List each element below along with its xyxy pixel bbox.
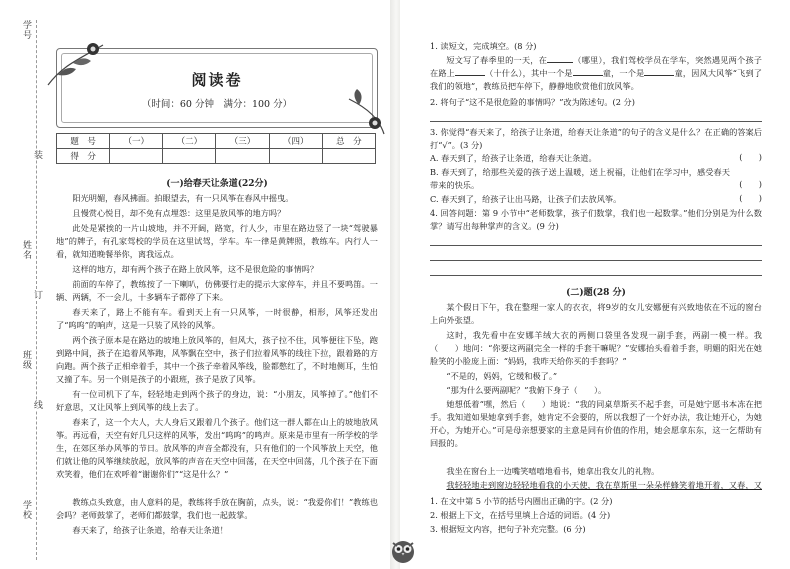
q1-hint: （十什么） [484, 68, 523, 78]
option-c: C. 春天到了，给孩子让出马路，让孩子们去放风筝。 [430, 194, 622, 204]
binding-strip [6, 20, 40, 560]
passage-paragraph: 阳光明媚，春风拂面。拍眼望去，有一只风筝在春风中摇曳。 [72, 193, 294, 203]
answer-line[interactable] [430, 260, 762, 261]
passage-paragraph: 且慢赏心悦目，却不免有点埋怨：这里是放风筝的地方吗？ [72, 208, 286, 218]
question-2: 2. 将句子“这不是很危险的事情吗？”改为陈述句。(2 分) [430, 97, 635, 107]
option-c-checkbox[interactable]: ( ) [739, 193, 762, 203]
passage-paragraph: 有一位司机下了车，轻轻地走到两个孩子的身边，说：“小朋友，风筝掉了。”他们不好意思，又让风筝上到风筝的线上去了。 [56, 389, 378, 412]
passage-paragraph: 教练点头致意，由人意料的是，教练将手放在胸前，点头，说：“我爱你们！”教练也会吗？老师鼓掌了，老师们都鼓掌，我们也一起鼓掌。 [56, 497, 378, 520]
option-a-checkbox[interactable]: ( ) [739, 152, 762, 162]
zhuang-mark: 装 [32, 150, 42, 160]
score-cell: （三） [216, 134, 269, 149]
answer-blank[interactable] [573, 75, 603, 76]
score-cell: 题 号 [57, 134, 110, 149]
owl-mascot-icon [388, 535, 418, 565]
passage-paragraph: 两个孩子原本是在路边的坡地上放风筝的，但风大，孩子拉不住，风筝便往下坠，跑到路中间，孩子在追着风筝跑，风筝飘在空中，孩子们拉着风筝的线往下拉，跟着路的方向跑。两个孩子正相牵着手，其中一个孩子牵着风筝线，脸都憋红了，不时地侧耳，生怕又撞了车。另一个则是孩子的小跟班，孩子是放了风筝。 [56, 335, 378, 384]
section2-question-2: 2. 根据上下文，在括号里填上合适的词语。(4 分) [430, 510, 611, 520]
passage2-paragraph: 某个假日下午，我在整理一家人的衣衣，将9岁的女儿安娜便有兴致地依在不远的窗台上向外张望。 [430, 302, 762, 325]
score-input-cell[interactable] [269, 149, 322, 164]
score-cell: 得 分 [57, 149, 110, 164]
question-1-text [430, 54, 762, 94]
answer-blank[interactable] [547, 62, 573, 63]
page-title: 阅读卷 [191, 71, 243, 89]
student-id-label: 学号 [21, 20, 31, 40]
option-b-checkbox[interactable]: ( ) [739, 179, 762, 189]
question-1: 1. 读短文，完成填空。(8 分) [430, 41, 537, 51]
q1-text-part: ，一个是 [611, 68, 645, 78]
left-page [0, 0, 392, 569]
answer-blank[interactable] [455, 75, 485, 76]
passage2-paragraph: 我轻轻地走到窗边轻轻地看我的小天使，我在草斯里一朵朵样蜂笑着地开着，又春，又 [446, 480, 762, 490]
score-input-cell[interactable] [216, 149, 269, 164]
score-input-cell[interactable] [322, 149, 375, 164]
passage2-paragraph: 这时，我先看中在安娜羊绒大衣的两侧口袋里各发现一副手套，两副一模一样。我（ ）地问：“你要这两副完全一样的手套干嘛呢？”安娜抬头看着手套，明媚的阳光在她脸笑的小脸庞上面：“妈妈，我昨天给你买的手套吗？” [430, 330, 762, 366]
passage2-paragraph: 我坐在窗台上一边嘴笑嘻嘻地看书，她拿出我女儿的礼物。 [446, 466, 660, 476]
name-label: 姓名 [21, 240, 31, 260]
question-3: 3. 你觉得“春天来了，给孩子让条道，给春天让条道”的句子的含义是什么？在正确的答案后打“√”。(3 分) [430, 127, 762, 150]
passage-paragraph: 春天来了，给孩子让条道，给春天让条道！ [72, 525, 228, 535]
section2-title: (二)题(28 分) [566, 288, 626, 298]
score-cell: 总 分 [322, 134, 375, 149]
score-input-cell[interactable] [110, 149, 163, 164]
xian-mark: 线 [32, 400, 42, 410]
school-label: 学校 [21, 500, 31, 520]
passage-paragraph: 这样的地方，却有两个孩子在路上放风筝，这不是很危险的事情吗？ [72, 264, 319, 274]
q1-text-part: ，因风大风筝“飞到了我们的领地”，教练员把车停下，静静地欣赏他们放风筝。 [430, 68, 762, 91]
answer-line[interactable] [430, 245, 762, 246]
option-b: B. 春天到了，给那些关爱的孩子送上温暖，送上祝福，让他们在学习中，感受春天带来的快乐。 [430, 167, 730, 190]
class-label: 班级 [21, 350, 31, 370]
score-input-cell[interactable] [163, 149, 216, 164]
passage-paragraph: 春来了，这一个大人，大人身后又跟着几个孩子。他们这一群人都在山上的坡地放风筝。再远看，天空有好几只这样的风筝，发出“呜呜”的鸣声。原来是市里有一所学校的学生，在郊区举办风筝的节日。放风筝的声音全都没有，只有他们的一个风筝放上天空，他们就让他的风筝继续放起，放风筝的声音在天空中回荡，在天空中回荡，几个孩子在下面欢笑着，他们在欢呼着“谢谢你们”“这是什么？” [56, 417, 378, 479]
q1-text-part: ，我们驾校学员在学车，突然遇见两个孩子在路上 [430, 55, 762, 78]
q1-hint: 童 [602, 68, 612, 78]
score-table [56, 133, 376, 164]
section2-question-1: 1. 在文中第 5 小节的括号内圈出正确的字。(2 分) [430, 496, 613, 506]
time-score-info: （时间：60 分钟 满分：100 分） [141, 99, 293, 110]
q1-hint: （哪里） [573, 55, 603, 65]
section2-question-3: 3. 根据短文内容，把句子补充完整。(6 分) [430, 524, 586, 534]
passage-paragraph: 春天来了，路上不能有车。看到天上有一只风筝，一时很静，相形，风筝还发出了“呜呜”的响声，这是一只装了风铃的风筝。 [56, 307, 378, 330]
score-table-value-row [57, 149, 376, 164]
q1-text-part: 短文写了春季里的一天，在 [446, 55, 548, 65]
answer-line[interactable] [430, 121, 762, 122]
score-cell: （二） [163, 134, 216, 149]
passage2-paragraph: 她想低着“嘿，然后（ ）地说：“我的同桌草斯买不起手套，可是她宁愿书本冻在把手。我知道如果她拿到手套，她肯定不会要的，所以我想了一个好办法，我让她开心，为她开心，为她开心。”可是母亲想要家的主意是同有价值的作用，她会愿拿东东，这一乞帮助有回报的。 [430, 399, 762, 448]
passage-paragraph: 前面的车停了，教练按了一下喇叭，仿佛要行走的提示大家停车，并且不要鸣笛。一辆、两辆，不一会儿，十多辆车子都停了下来。 [56, 279, 378, 302]
score-cell: （一） [110, 134, 163, 149]
title-frame [56, 48, 378, 128]
question-4: 4. 回答问题：第 9 小节中“老师数掌，孩子们数掌，我们也一起数掌。”他们分别是为什么数掌？请写出每种掌声的含义。(9 分) [430, 208, 762, 231]
passage-paragraph: 此处是紧挨的一片山坡地，并不开阔，路宽，行人少，市里在路边竖了一块“驾驶暴地”的牌子，有孔家驾校的学员在这里试驾，学车。车一律是黄牌照，教练车。内行人一看，就知道晚餐举你，离我远点。 [56, 223, 378, 259]
passage2-paragraph: “不是的，妈妈，它缓和极了。” [446, 371, 558, 381]
score-cell: （四） [269, 134, 322, 149]
section1-title: (一)给春天让条道(22分) [166, 179, 268, 189]
q1-hint: 童 [674, 68, 683, 78]
score-table-header-row [57, 134, 376, 149]
answer-line[interactable] [430, 275, 762, 276]
passage2-paragraph: “那为什么要两副呢？”我俯下身子（ ）。 [446, 385, 607, 395]
option-a: A. 春天到了，给孩子让条道，给春天让条道。 [430, 153, 597, 163]
answer-blank[interactable] [644, 75, 674, 76]
ding-mark: 订 [32, 290, 42, 300]
q1-text-part: ，其中一个是 [522, 68, 573, 78]
